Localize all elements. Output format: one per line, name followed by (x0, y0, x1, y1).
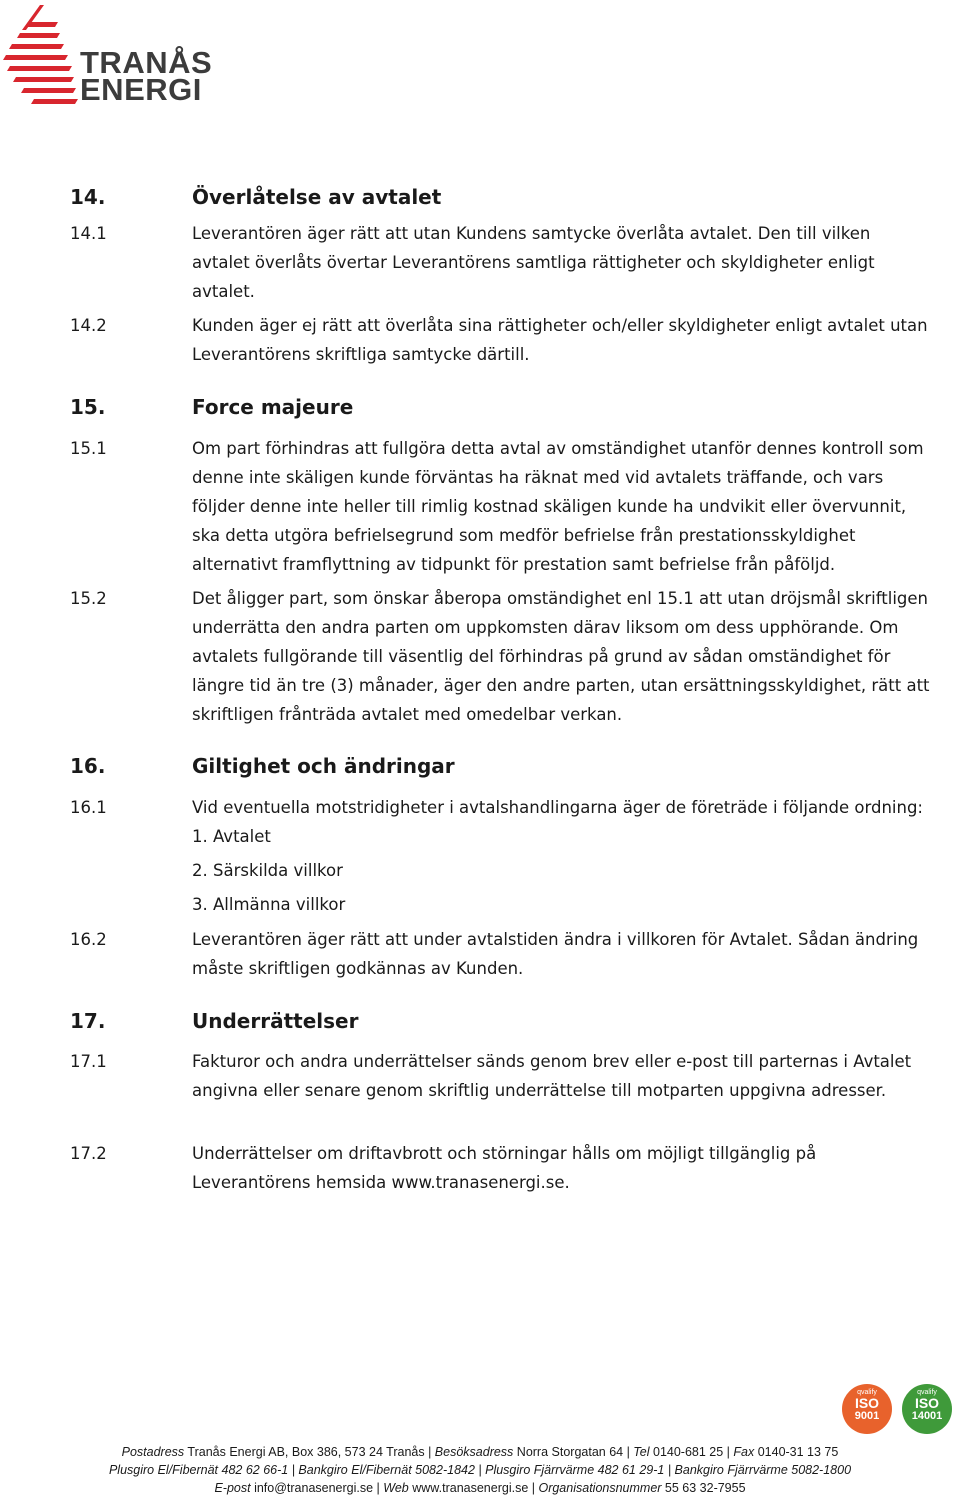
clause-text: Leverantören äger rätt att utan Kundens samtycke överlåta avtalet. Den till vilken avtalet överlåts övertar Leverantörens samtliga rättigheter och skyldigheter enligt avtalet. (192, 224, 875, 301)
section-title: Giltighet och ändringar (192, 754, 455, 778)
clause-text: Fakturor och andra underrättelser sänds genom brev eller e-post till parternas i Avtalet angivna eller senare genom skriftlig underrättelse till motparten uppgivna adresser. (192, 1052, 912, 1100)
clause-number: 17.1 (70, 1052, 107, 1071)
section-number: 14. (70, 185, 106, 209)
footer-label: Fax (733, 1445, 755, 1459)
iso-14001-badge (902, 1384, 952, 1434)
clause-text: Om part förhindras att fullgöra detta avtal av omständighet utanför dennes kontroll som denne inte skäligen kunde förväntas ha räknat med vid avtalets träffande, och vars följder denne inte heller till rimlig kostnad skäligen kunde ha undvikit eller övervunnit, ska detta utgöra befrielsegrund som medför befrielse från prestationsskyldighet alternativt framflyttning av tidpunkt för prestation samt befrielse från påföljd. (192, 439, 924, 574)
clause-number: 16.1 (70, 798, 107, 817)
footer-label: Postadress (121, 1445, 185, 1459)
section-title: Överlåtelse av avtalet (192, 185, 442, 209)
clause-text: Leverantören äger rätt att under avtalstiden ändra i villkoren för Avtalet. Sådan ändring måste skriftligen godkännas av Kunden. (192, 930, 919, 978)
footer-label: Web (383, 1481, 409, 1495)
footer-label: Organisationsnummer (538, 1481, 662, 1495)
logo-text-line1: TRANÅS (80, 45, 213, 80)
clause-number: 16.2 (70, 930, 107, 949)
badge-top-text: qvalify (917, 1389, 937, 1396)
footer-label: Tel (633, 1445, 650, 1459)
badge-code-text: 9001 (854, 1410, 880, 1422)
section-title: Force majeure (192, 395, 354, 419)
iso-9001-badge (842, 1384, 892, 1434)
clause-number: 15.1 (70, 439, 107, 458)
section-number: 15. (70, 395, 106, 419)
company-logo (0, 0, 215, 110)
order-list-item: 2. Särskilda villkor (192, 861, 343, 880)
order-list-item: 3. Allmänna villkor (192, 895, 346, 914)
section-title: Underrättelser (192, 1009, 359, 1033)
footer-value: 55 63 32-7955 (661, 1481, 746, 1495)
clause-text: Kunden äger ej rätt att överlåta sina rättigheter och/eller skyldigheter enligt avtalet utan Leverantörens skriftliga samtycke därtill. (192, 316, 928, 364)
badge-top-text: qvalify (857, 1389, 877, 1396)
clause-text: Det åligger part, som önskar åberopa omständighet enl 15.1 att utan dröjsmål skriftligen underrätta den andra parten om uppkomsten därav liksom om dess upphörande. Om avtalets fullgörande till väsentlig del förhindras på grund av sådan omständighet för längre tid än tre (3) månader, äger den andre parten, utan ersättningsskyldighet, rätt att skriftligen frånträda avtalet med omedelbar verkan. (192, 589, 930, 724)
clause-text: Vid eventuella motstridigheter i avtalshandlingarna äger de företräde i följande ordning: (192, 798, 923, 817)
clause-number: 15.2 (70, 589, 107, 608)
section-number: 16. (70, 754, 106, 778)
footer-value: 0140-681 25 | (649, 1445, 734, 1459)
badge-code-text: 14001 (911, 1410, 943, 1422)
clause-text: Underrättelser om driftavbrott och störningar hålls om möjligt tillgänglig på Leverantörens hemsida www.tranasenergi.se. (192, 1144, 817, 1192)
footer-giro-line: Plusgiro El/Fibernät 482 62 66-1 | Bankgiro El/Fibernät 5082-1842 | Plusgiro Fjärrvärme 482 61 29-1 | Bankgiro Fjärrvärme 5082-1800 (108, 1463, 852, 1477)
clause-number: 17.2 (70, 1144, 107, 1163)
clause-number: 14.1 (70, 224, 107, 243)
footer-value: info@tranasenergi.se | (250, 1481, 384, 1495)
footer-address-line (0, 1443, 960, 1461)
logo-text-line2: ENERGI (80, 72, 202, 107)
footer-contact-line (0, 1479, 960, 1497)
footer-value: Norra Storgatan 64 | (513, 1445, 634, 1459)
footer-value: www.tranasenergi.se | (408, 1481, 539, 1495)
logo-mark-icon (0, 0, 80, 110)
footer-label: E-post (214, 1481, 251, 1495)
footer-value: Tranås Energi AB, Box 386, 573 24 Tranås | (184, 1445, 435, 1459)
badge-iso-text: ISO (914, 1395, 940, 1411)
section-number: 17. (70, 1009, 106, 1033)
footer-value: 0140-31 13 75 (754, 1445, 839, 1459)
badge-iso-text: ISO (854, 1395, 880, 1411)
order-list-item: 1. Avtalet (192, 827, 271, 846)
clause-number: 14.2 (70, 316, 107, 335)
footer-label: Besöksadress (434, 1445, 514, 1459)
